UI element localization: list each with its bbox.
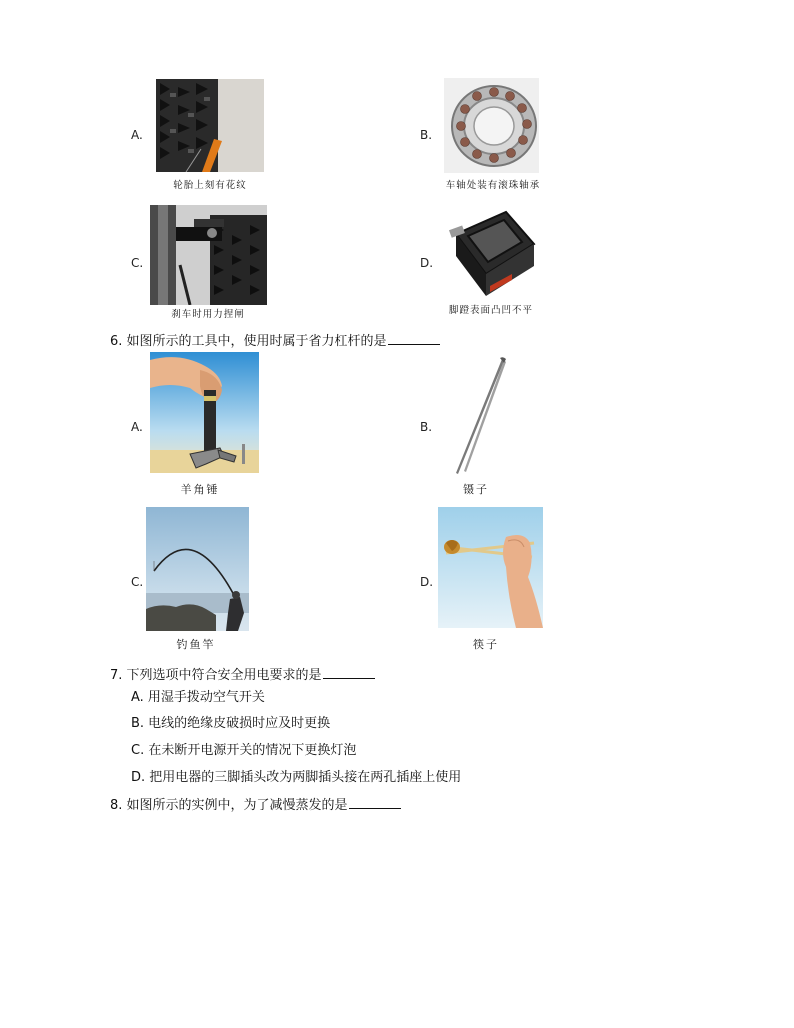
q7-choice-b: B. 电线的绝缘皮破损时应及时更换 xyxy=(131,716,331,731)
q5-option-d-letter: D. xyxy=(420,256,434,270)
question-8 xyxy=(110,794,401,813)
q5-option-d-caption: 脚蹬表面凸凹不平 xyxy=(448,305,533,316)
q5-option-b-caption: 车轴处装有滚珠轴承 xyxy=(445,180,541,191)
q7-choice-d: D. 把用电器的三脚插头改为两脚插头接在两孔插座上使用 xyxy=(131,770,462,785)
q6-option-a-caption: 羊角锤 xyxy=(180,483,220,496)
q7-choice-a: A. 用湿手拨动空气开关 xyxy=(131,690,265,705)
q6-option-a-letter: A. xyxy=(131,420,143,434)
ball-bearing-photo xyxy=(444,78,539,173)
bike-pedal-photo xyxy=(446,204,539,301)
question-8-stem: 8. 如图所示的实例中，为了减慢蒸发的是 xyxy=(110,798,348,813)
q6-option-d-caption: 筷子 xyxy=(473,638,499,651)
q6-option-b-letter: B. xyxy=(420,420,433,434)
answer-blank xyxy=(323,666,375,679)
answer-blank xyxy=(349,796,401,809)
tweezers-photo xyxy=(446,355,508,477)
q6-option-d-letter: D. xyxy=(420,575,434,589)
q6-option-b-caption: 镊子 xyxy=(463,483,489,496)
q5-option-b-letter: B. xyxy=(420,128,433,142)
bike-brake-photo xyxy=(150,205,267,305)
claw-hammer-photo xyxy=(150,352,259,473)
question-7-stem: 7. 下列选项中符合安全用电要求的是 xyxy=(110,668,322,683)
q6-option-c-caption: 钓鱼竿 xyxy=(176,638,216,651)
fishing-rod-photo xyxy=(146,507,249,631)
q7-choice-c: C. 在未断开电源开关的情况下更换灯泡 xyxy=(131,743,357,758)
chopsticks-photo xyxy=(438,507,543,628)
q5-option-c-caption: 刹车时用力捏闸 xyxy=(171,309,245,320)
question-7 xyxy=(110,664,375,683)
q5-option-c-letter: C. xyxy=(131,256,144,270)
q6-option-c-letter: C. xyxy=(131,575,144,589)
q5-option-a-letter: A. xyxy=(131,128,143,142)
tire-tread-photo xyxy=(156,79,264,172)
question-6 xyxy=(110,330,440,349)
question-6-stem: 6. 如图所示的工具中，使用时属于省力杠杆的是 xyxy=(110,334,387,349)
q5-option-a-caption: 轮胎上刻有花纹 xyxy=(173,180,247,191)
answer-blank xyxy=(388,332,440,345)
